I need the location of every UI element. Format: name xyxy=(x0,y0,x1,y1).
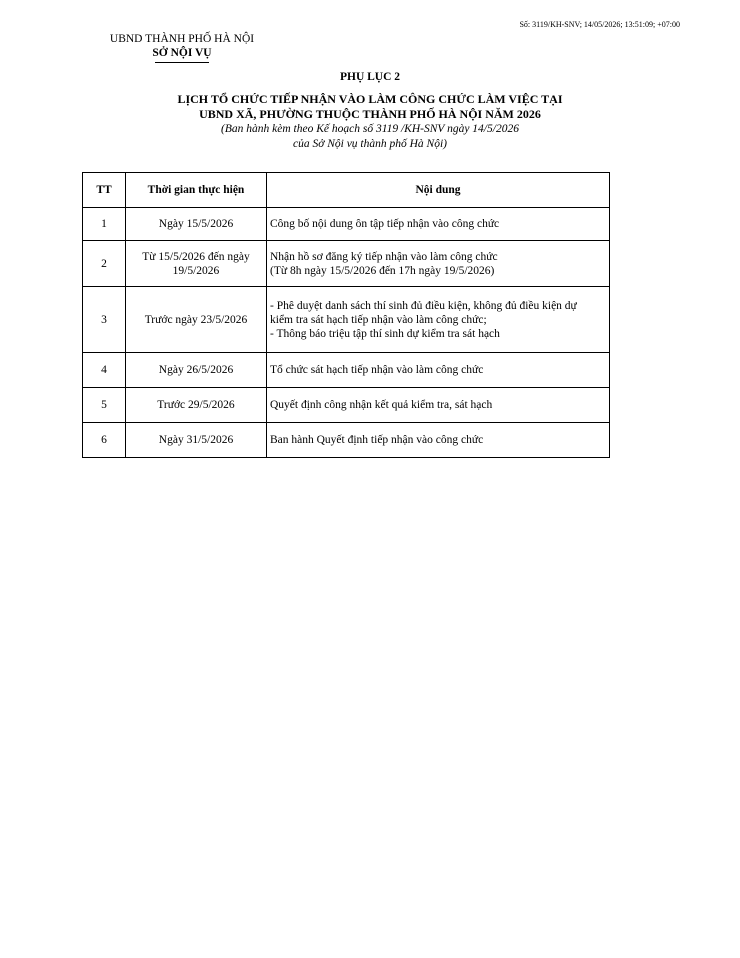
table-row xyxy=(83,241,610,287)
row-content xyxy=(267,353,610,388)
table-row xyxy=(83,388,610,423)
row-content-line: Nhận hồ sơ đăng ký tiếp nhận vào làm công chức xyxy=(270,250,498,263)
row-number: 1 xyxy=(83,208,126,241)
row-content xyxy=(267,423,610,458)
appendix-label: PHỤ LỤC 2 xyxy=(339,71,401,83)
header-content: Nội dung xyxy=(267,173,610,208)
row-time xyxy=(126,353,267,388)
signature-stamp: Số: 3119/KH-SNV; 14/05/2026; 13:51:09; +07:00 xyxy=(519,20,680,29)
row-time xyxy=(126,208,267,241)
row-time xyxy=(126,287,267,353)
row-time xyxy=(126,423,267,458)
header-tt: TT xyxy=(83,173,126,208)
header-time: Thời gian thực hiện xyxy=(126,173,267,208)
document-subtitle-line-2: của Sở Nội vụ thành phố Hà Nội) xyxy=(292,138,448,150)
table-row xyxy=(83,287,610,353)
row-content xyxy=(267,241,610,287)
row-content-line: Quyết định công nhận kết quả kiểm tra, sát hạch xyxy=(270,399,493,411)
row-content-line: Ban hành Quyết định tiếp nhận vào công chức xyxy=(270,434,484,446)
document-title-line-1: LỊCH TỔ CHỨC TIẾP NHẬN VÀO LÀM CÔNG CHỨC LÀM VIỆC TẠI xyxy=(177,92,563,106)
unit-name: SỞ NỘI VỤ xyxy=(152,47,212,59)
row-content-line: kiểm tra sát hạch tiếp nhận vào làm công chức; xyxy=(270,313,487,326)
schedule-table xyxy=(82,172,610,458)
document-title-line-2: UBND XÃ, PHƯỜNG THUỘC THÀNH PHỐ HÀ NỘI NĂM 2026 xyxy=(199,107,541,121)
row-number: 2 xyxy=(83,241,126,287)
row-time xyxy=(126,388,267,423)
row-time-line: Từ 15/5/2026 đến ngày xyxy=(142,250,250,263)
row-content-line: (Từ 8h ngày 15/5/2026 đến 17h ngày 19/5/2026) xyxy=(270,264,495,277)
parent-organization: UBND THÀNH PHỐ HÀ NỘI xyxy=(109,33,255,45)
row-number: 3 xyxy=(83,287,126,353)
row-number: 4 xyxy=(83,353,126,388)
row-time xyxy=(126,241,267,287)
table-header-row xyxy=(83,173,610,208)
row-number: 6 xyxy=(83,423,126,458)
row-content xyxy=(267,388,610,423)
row-content xyxy=(267,208,610,241)
row-content-line: Tổ chức sát hạch tiếp nhận vào làm công chức xyxy=(270,364,484,376)
row-content-line: - Phê duyệt danh sách thí sinh đủ điều kiện, không đủ điều kiện dự xyxy=(270,299,577,312)
row-content-line: - Thông báo triệu tập thí sinh dự kiểm tra sát hạch xyxy=(270,327,500,340)
row-time-line: Trước ngày 23/5/2026 xyxy=(144,313,248,326)
document-subtitle-line-1: (Ban hành kèm theo Kế hoạch số 3119 /KH-SNV ngày 14/5/2026 xyxy=(221,123,519,135)
row-time-line: Ngày 26/5/2026 xyxy=(158,364,234,376)
row-content xyxy=(267,287,610,353)
row-time-line: Ngày 31/5/2026 xyxy=(158,434,234,446)
row-content-line: Công bố nội dung ôn tập tiếp nhận vào công chức xyxy=(270,218,500,230)
table-row xyxy=(83,208,610,241)
row-time-line: Trước 29/5/2026 xyxy=(157,399,235,411)
unit-underline xyxy=(155,62,209,63)
issuing-organization xyxy=(62,32,302,63)
table-row xyxy=(83,353,610,388)
table-row xyxy=(83,423,610,458)
row-time-line: 19/5/2026 xyxy=(172,264,220,277)
document-heading xyxy=(0,70,740,152)
row-number: 5 xyxy=(83,388,126,423)
row-time-line: Ngày 15/5/2026 xyxy=(158,218,234,230)
